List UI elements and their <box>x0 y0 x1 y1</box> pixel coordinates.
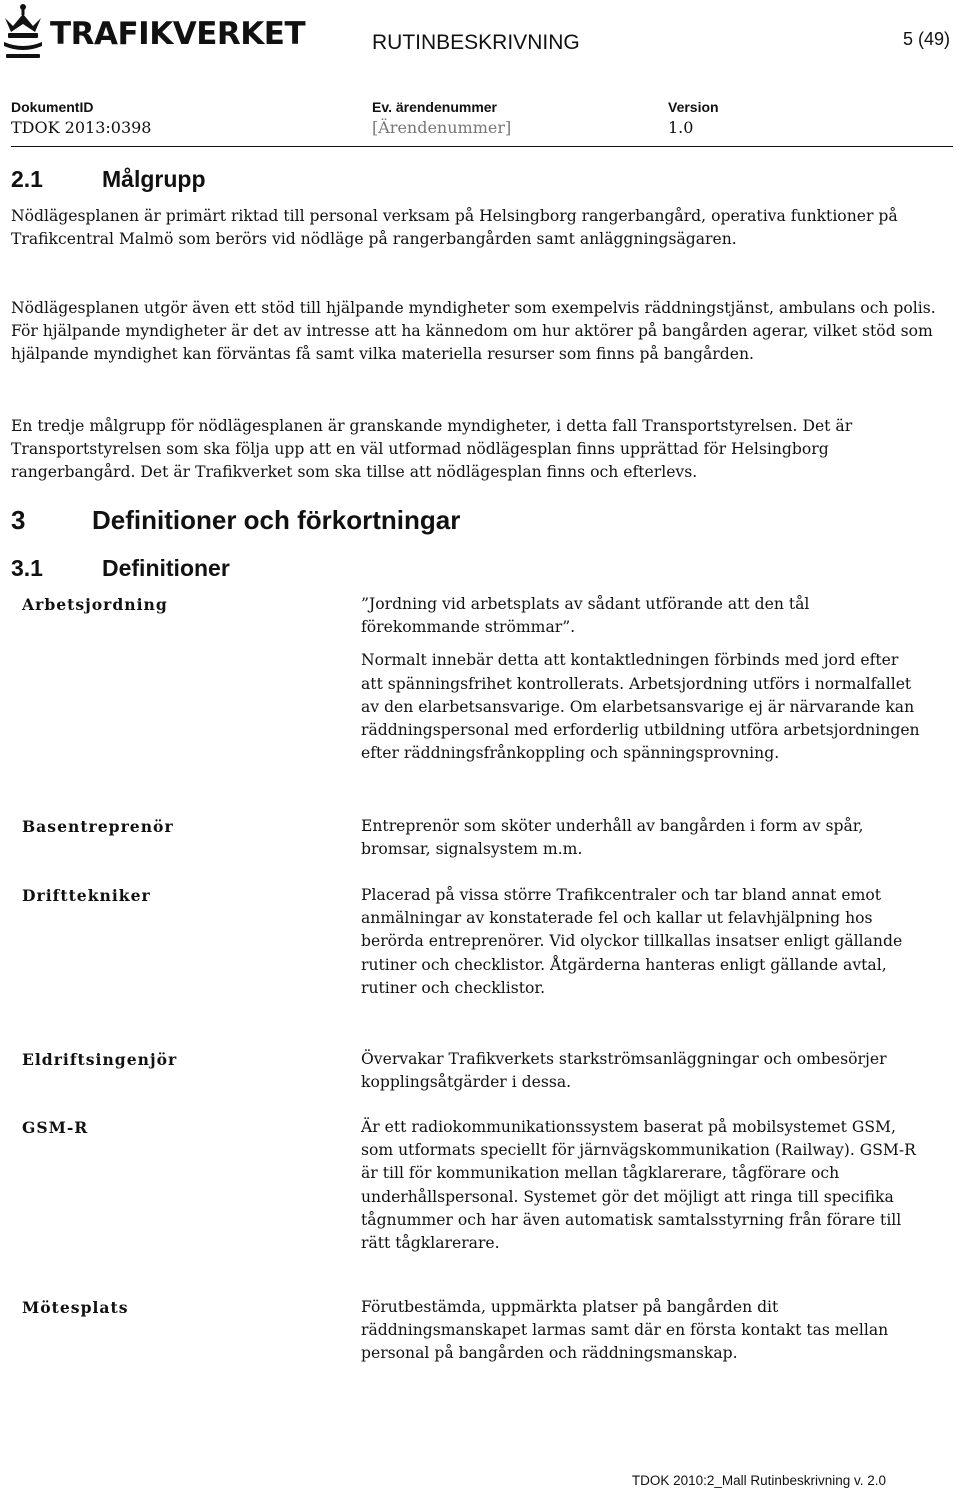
meta-case-number <box>372 98 511 140</box>
crown-icon <box>0 2 46 60</box>
definition-text <box>361 1116 921 1255</box>
section-heading-3-1 <box>11 555 230 582</box>
definition-text <box>361 1048 921 1094</box>
body-paragraph: En tredje målgrupp för nödlägesplanen är granskande myndigheter, i detta fall Transportstyrelsen. Det är Transportstyrelsen som ska följa upp att en väl utformad nödlägesplan finns upprättad för Helsingborg rangerbangård. Det är Trafikverket som ska tillse att nödlägesplan finns och efterlevs. <box>11 417 853 481</box>
definition-term: Mötesplats <box>22 1298 129 1317</box>
definition-text <box>361 815 921 861</box>
meta-label: Ev. ärendenummer <box>372 99 498 115</box>
definition-term: Arbetsjordning <box>22 595 168 614</box>
definition-paragraph: Övervakar Trafikverkets starkströmsanläggningar och ombesörjer kopplingsåtgärder i dessa. <box>361 1050 887 1092</box>
meta-value: 1.0 <box>668 118 694 137</box>
section-heading-2-1 <box>11 166 206 193</box>
definition-paragraph: Placerad på vissa större Trafikcentraler och tar bland annat emot anmälningar av konstaterade fel och kallar ut felavhjälpning hos berörda entreprenörer. Vid olyckor tillkallas insatser enligt gällande rutiner och checklistor. Åtgärderna hanteras enligt gällande avtal, rutiner och checklistor. <box>361 886 903 997</box>
definition-text <box>361 593 921 765</box>
header-divider <box>11 146 953 147</box>
definition-term: GSM-R <box>22 1118 89 1137</box>
definition-paragraph: Är ett radiokommunikationssystem baserat på mobilsystemet GSM, som utformats speciellt för järnvägskommunikation (Railway). GSM-R är till för kommunikation mellan tågklarerare, tågförare och underhållspersonal. Systemet gör det möjligt att ringa till specifika tågnummer och har även automatisk samtalsstyrning från förare till rätt tågklarerare. <box>361 1118 916 1253</box>
heading-title: Målgrupp <box>102 166 206 192</box>
heading-title: Definitioner och förkortningar <box>92 505 461 535</box>
heading-number: 2.1 <box>11 166 43 192</box>
definition-term: Eldriftsingenjör <box>22 1050 178 1069</box>
definition-text <box>361 1296 921 1366</box>
logo-wordmark: TRAFIKVERKET <box>50 16 306 52</box>
document-meta <box>0 98 960 144</box>
page-number: 5 (49) <box>902 29 950 49</box>
definition-term: Basentreprenör <box>22 817 174 836</box>
heading-number: 3 <box>11 505 26 535</box>
definition-paragraph: Förutbestämda, uppmärkta platser på bangården dit räddningsmanskapet larmas samt där en första kontakt tas mellan personal på bangården och räddningsmanskap. <box>361 1298 889 1363</box>
heading-number: 3.1 <box>11 555 43 581</box>
heading-title: Definitioner <box>102 555 230 581</box>
definition-term: Drifttekniker <box>22 886 151 905</box>
meta-label: Version <box>668 99 719 115</box>
meta-label: DokumentID <box>11 99 94 115</box>
body-paragraph: Nödlägesplanen utgör även ett stöd till hjälpande myndigheter som exempelvis räddningstjänst, ambulans och polis. För hjälpande myndigheter är det av intresse att ha kännedom om hur aktörer på bangården agerar, vilket stöd som hjälpande myndighet kan förväntas få samt vilka materiella resurser som finns på bangården. <box>11 299 936 363</box>
definition-paragraph: Entreprenör som sköter underhåll av bangården i form av spår, bromsar, signalsystem m.m. <box>361 817 864 859</box>
trafikverket-logo <box>0 2 310 58</box>
definition-paragraph: Normalt innebär detta att kontaktledningen förbinds med jord efter att spänningsfrihet kontrollerats. Arbetsjordning utförs i normalfallet av den elarbetsansvarige. Om elarbetsansvarige ej är närvarande kan räddningspersonal med erforderlig utbildning utföra arbetsjordningen efter räddningsfrånkoppling och spänningsprovning. <box>361 651 920 763</box>
meta-value: [Ärendenummer] <box>372 118 512 137</box>
definition-paragraph: ”Jordning vid arbetsplats av sådant utförande att den tål förekommande strömmar”. <box>361 595 810 637</box>
meta-value: TDOK 2013:0398 <box>11 118 152 137</box>
section-heading-3 <box>11 505 460 536</box>
page-footer: TDOK 2010:2_Mall Rutinbeskrivning v. 2.0 <box>631 1473 886 1488</box>
definition-text <box>361 884 921 1000</box>
meta-document-id <box>11 98 151 140</box>
body-paragraph: Nödlägesplanen är primärt riktad till personal verksam på Helsingborg rangerbangård, operativa funktioner på Trafikcentral Malmö som berörs vid nödläge på rangerbangården samt anläggningsägaren. <box>11 207 898 248</box>
document-type: RUTINBESKRIVNING <box>372 31 580 54</box>
meta-version <box>668 98 719 140</box>
